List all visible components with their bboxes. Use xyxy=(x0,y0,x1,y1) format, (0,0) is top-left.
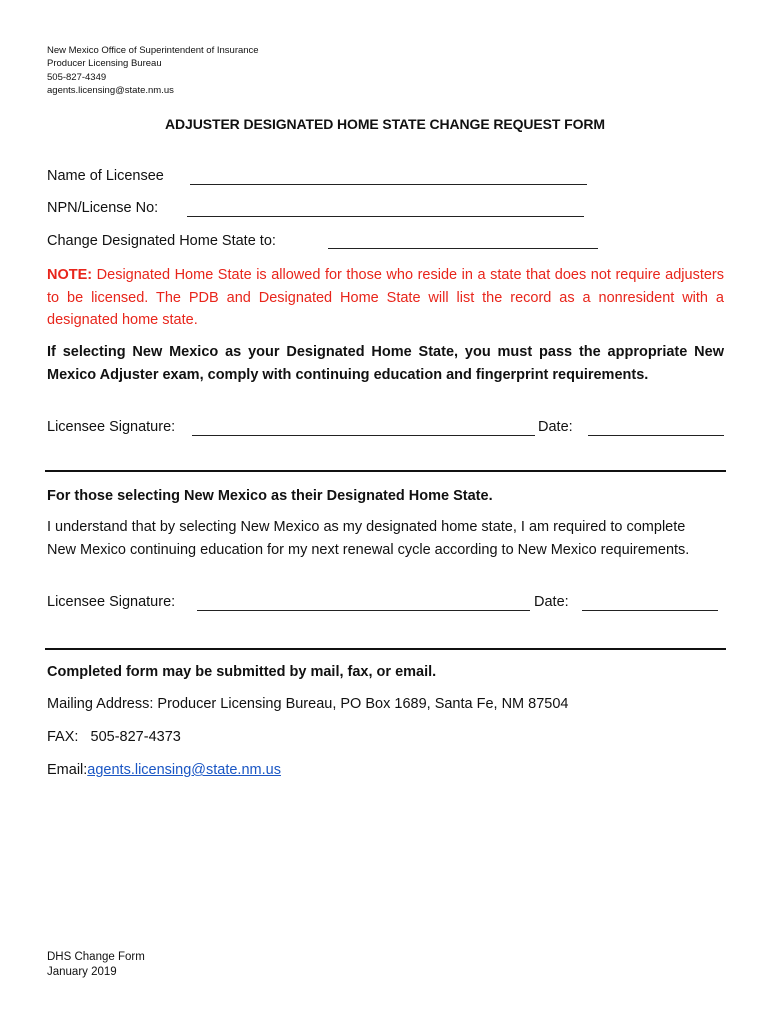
note-paragraph xyxy=(47,264,724,332)
change-state-field[interactable] xyxy=(328,248,598,249)
nm-section-heading: For those selecting New Mexico as their Designated Home State. xyxy=(47,488,493,504)
signature-label-1: Licensee Signature: xyxy=(47,419,176,435)
office-phone: 505-827-4349 xyxy=(47,71,107,83)
nm-section-text: I understand that by selecting New Mexico as my designated home state, I am required to complete New Mexico continuing education for my next renewal cycle according to New Mexico requirements. xyxy=(47,519,690,558)
section-divider-1 xyxy=(45,470,726,472)
name-label: Name of Licensee xyxy=(47,168,164,184)
signature-field-2[interactable] xyxy=(197,610,530,611)
office-email: agents.licensing@state.nm.us xyxy=(47,85,174,97)
fax-line xyxy=(47,726,724,749)
signature-label-2: Licensee Signature: xyxy=(47,594,176,610)
change-state-label: Change Designated Home State to: xyxy=(47,233,276,249)
date-field-1[interactable] xyxy=(588,435,724,436)
form-title: ADJUSTER DESIGNATED HOME STATE CHANGE REQUEST FORM xyxy=(165,116,605,132)
date-label-2: Date: xyxy=(534,594,569,610)
mailing-address: Mailing Address: Producer Licensing Bureau, PO Box 1689, Santa Fe, NM 87504 xyxy=(47,696,569,712)
fax-label: FAX: xyxy=(47,729,79,745)
email-line xyxy=(47,759,724,782)
npn-field[interactable] xyxy=(187,216,584,217)
date-field-2[interactable] xyxy=(582,610,718,611)
email-link[interactable]: agents.licensing@state.nm.us xyxy=(87,762,281,778)
fax-number: 505-827-4373 xyxy=(90,729,181,745)
date-label-1: Date: xyxy=(538,419,573,435)
footer-form-name: DHS Change Form xyxy=(47,951,145,963)
signature-field-1[interactable] xyxy=(192,435,535,436)
office-name: New Mexico Office of Superintendent of Insurance xyxy=(47,45,259,56)
email-label: Email: xyxy=(47,762,88,778)
office-header xyxy=(47,44,259,98)
bureau-name: Producer Licensing Bureau xyxy=(47,58,162,70)
requirement-paragraph: If selecting New Mexico as your Designated Home State, you must pass the appropriate New Mexico Adjuster exam, comply with continuing education and fingerprint requirements. xyxy=(47,344,724,383)
section-divider-2 xyxy=(45,648,726,650)
note-text: Designated Home State is allowed for those who reside in a state that does not require adjusters to be licensed. The PDB and Designated Home State will list the record as a nonresident with a designated home state. xyxy=(47,267,724,328)
footer xyxy=(47,950,145,980)
name-field[interactable] xyxy=(190,184,587,185)
npn-label: NPN/License No: xyxy=(47,200,159,216)
note-label: NOTE: xyxy=(47,267,93,283)
footer-date: January 2019 xyxy=(47,966,117,978)
submission-heading: Completed form may be submitted by mail, fax, or email. xyxy=(47,664,437,680)
